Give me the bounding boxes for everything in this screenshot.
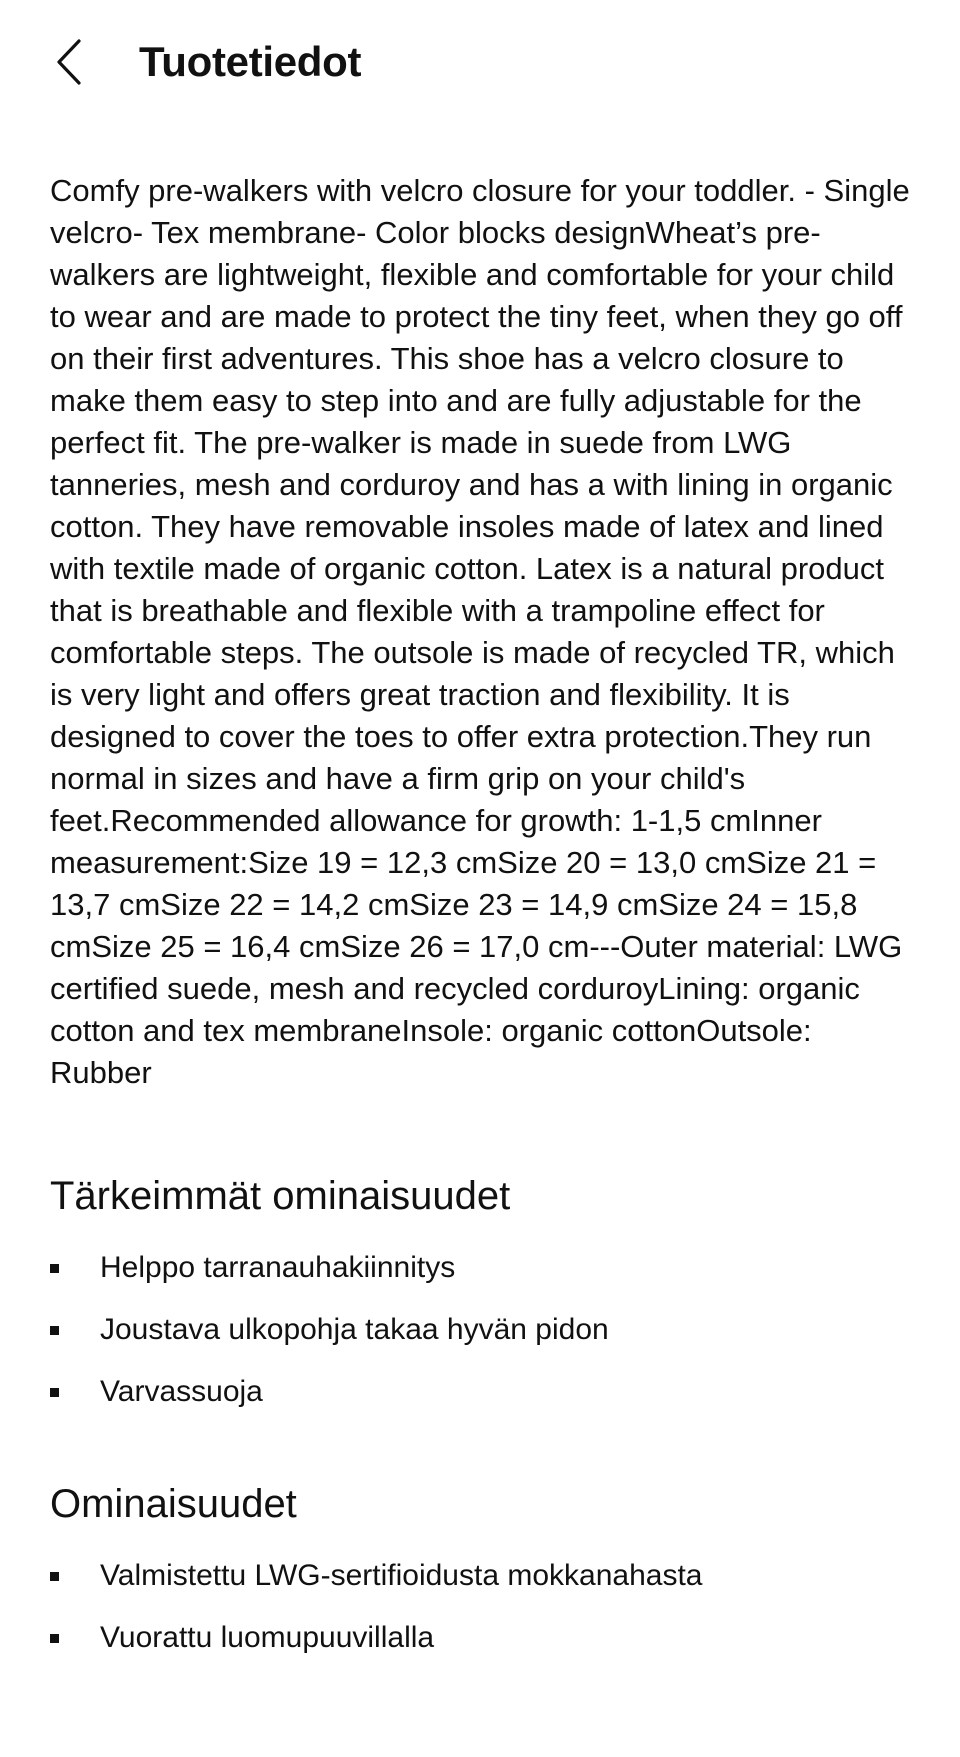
list-item: [50, 1310, 920, 1350]
key-features-heading: Tärkeimmät ominaisuudet: [50, 1174, 511, 1218]
bullet-icon: [50, 1326, 59, 1335]
bullet-icon: [50, 1572, 59, 1581]
features-heading: Ominaisuudet: [50, 1482, 297, 1526]
list-item-text: Vuorattu luomupuuvillalla: [100, 1621, 435, 1654]
top-app-bar: [0, 0, 960, 120]
product-details-content: [50, 170, 920, 1680]
list-item-text: Joustava ulkopohja takaa hyvän pidon: [100, 1313, 609, 1346]
list-item-text: Helppo tarranauhakiinnitys: [100, 1251, 456, 1284]
key-features-list: [50, 1248, 920, 1412]
bullet-icon: [50, 1264, 59, 1273]
product-description: Comfy pre-walkers with velcro closure for your toddler. - Single velcro- Tex membrane- Color blocks designWheat’s pre-walkers are lightweight, flexible and comfortable for your child to wear and are made to protect the tiny feet, when they go off on their first adventures. This shoe has a velcro closure to make them easy to step into and are fully adjustable for the perfect fit. The pre-walker is made in suede from LWG tanneries, mesh and corduroy and has a with lining in organic cotton. They have removable insoles made of latex and lined with textile made of organic cotton. Latex is a natural product that is breathable and flexible with a trampoline effect for comfortable steps. The outsole is made of recycled TR, which is very light and offers great traction and flexibility. It is designed to cover the toes to offer extra protection.They run normal in sizes and have a firm grip on your child's feet.Recommended allowance for growth: 1-1,5 cmInner measurement:Size 19 = 12,3 cmSize 20 = 13,0 cmSize 21 = 13,7 cmSize 22 = 14,2 cmSize 23 = 14,9 cmSize 24 = 15,8 cmSize 25 = 16,4 cmSize 26 = 17,0 cm---Outer material: LWG certified suede, mesh and recycled corduroyLining: organic cotton and tex membraneInsole: organic cottonOutsole: Rubber: [50, 173, 910, 1090]
list-item-text: Valmistettu LWG-sertifioidusta mokkanahasta: [100, 1559, 703, 1592]
list-item: [50, 1618, 920, 1658]
bullet-icon: [50, 1388, 59, 1397]
bullet-icon: [50, 1634, 59, 1643]
list-item: [50, 1248, 920, 1288]
page-title: Tuotetiedot: [139, 38, 362, 85]
features-list: [50, 1556, 920, 1658]
list-item: [50, 1372, 920, 1412]
back-button[interactable]: [40, 30, 100, 94]
list-item: [50, 1556, 920, 1596]
list-item-text: Varvassuoja: [100, 1375, 263, 1408]
chevron-left-icon: [53, 37, 87, 87]
